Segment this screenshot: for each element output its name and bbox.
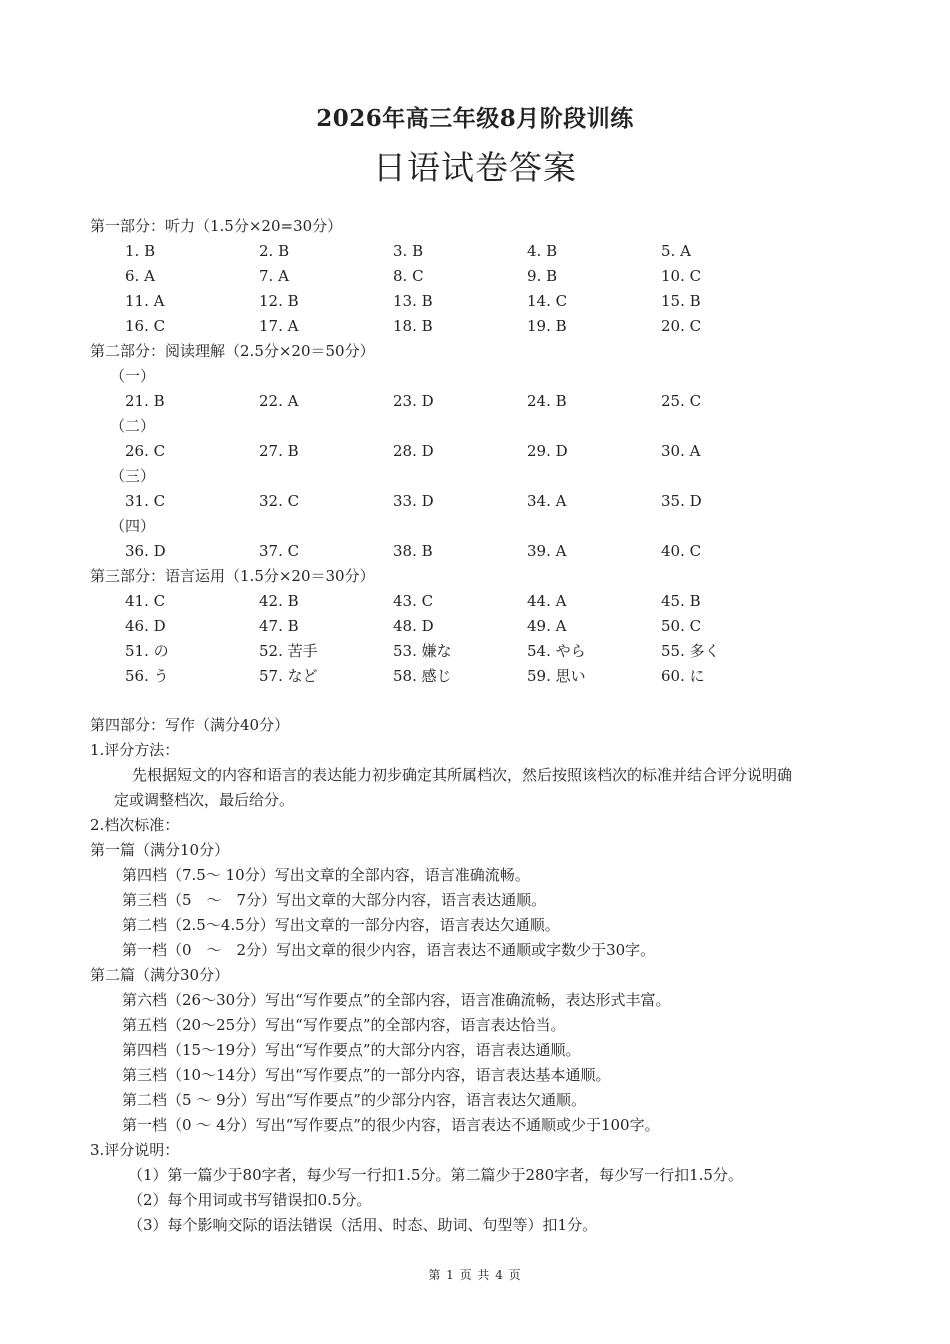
essay2-levels [90,988,870,1138]
answer-item: 28. D [393,442,434,460]
part2-heading: 第二部分：阅读理解（2.5分×20＝50分） [90,342,375,360]
note-item: （1）第一篇少于80字者，每少写一行扣1.5分。第二篇少于280字者，每少写一行扣1.5分。 [128,1166,743,1184]
answer-item: 43. C [393,592,434,610]
answer-item: 39. A [527,542,567,560]
note-item: （2）每个用词或书写错误扣0.5分。 [128,1191,372,1209]
answer-item: 57. など [259,667,318,685]
answer-row [90,239,870,264]
answer-item: 55. 多く [661,642,720,660]
part1-answers [90,239,870,339]
section-label: （四） [110,517,156,535]
answer-item: 31. C [125,492,166,510]
scoring-notes [90,1163,870,1238]
answer-item: 9. B [527,267,558,285]
answer-row [90,289,870,314]
part2-answers [90,364,870,564]
answer-item: 59. 思い [527,667,586,685]
answer-item: 16. C [125,317,166,335]
answer-body [90,214,870,1238]
exam-subtitle: 日语试卷答案 [373,148,577,187]
level-line: 第六档（26～30分）写出“写作要点”的全部内容，语言准确流畅，表达形式丰富。 [122,991,671,1009]
answer-item: 45. B [661,592,701,610]
answer-item: 23. D [393,392,434,410]
answer-item: 51. の [125,642,169,660]
part3-heading: 第三部分：语言运用（1.5分×20＝30分） [90,567,375,585]
answer-item: 18. B [393,317,433,335]
section-label: （二） [110,417,156,435]
answer-item: 29. D [527,442,568,460]
answer-item: 12. B [259,292,299,310]
answer-item: 46. D [125,617,166,635]
exam-title: 2026年高三年级8月阶段训练 [316,105,634,132]
part3-answers [90,589,870,689]
answer-item: 11. A [125,292,165,310]
section-label: （三） [110,467,156,485]
scoring-method-line1: 先根据短文的内容和语言的表达能力初步确定其所属档次，然后按照该档次的标准并结合评分说明确 [132,766,793,784]
answer-item: 33. D [393,492,434,510]
level-standard-title: 2.档次标准： [90,816,180,834]
answer-item: 30. A [661,442,701,460]
answer-item: 15. B [661,292,701,310]
answer-row [90,264,870,289]
answer-item: 25. C [661,392,702,410]
level-line: 第三档（5 ～ 7分）写出文章的大部分内容，语言表达通顺。 [122,891,547,909]
level-line: 第一档（0 ～ 2分）写出文章的很少内容，语言表达不通顺或字数少于30字。 [122,941,656,959]
level-line: 第四档（15～19分）写出“写作要点”的大部分内容，语言表达通顺。 [122,1041,581,1059]
answer-item: 6. A [125,267,155,285]
answer-item: 3. B [393,242,424,260]
answer-item: 22. A [259,392,299,410]
answer-item: 47. B [259,617,299,635]
answer-row [90,389,870,414]
answer-row [90,314,870,339]
part4-heading: 第四部分：写作（满分40分） [90,716,290,734]
answer-item: 60. に [661,667,705,685]
answer-item: 50. C [661,617,702,635]
answer-item: 5. A [661,242,691,260]
answer-item: 41. C [125,592,166,610]
answer-row [90,539,870,564]
answer-item: 42. B [259,592,299,610]
level-line: 第四档（7.5～ 10分）写出文章的全部内容，语言准确流畅。 [122,866,530,884]
answer-item: 4. B [527,242,558,260]
answer-item: 8. C [393,267,424,285]
scoring-method-title: 1.评分方法： [90,741,180,759]
answer-item: 35. D [661,492,702,510]
answer-item: 2. B [259,242,290,260]
answer-row [90,439,870,464]
answer-item: 44. A [527,592,567,610]
answer-item: 52. 苦手 [259,642,318,660]
answer-item: 36. D [125,542,166,560]
answer-item: 37. C [259,542,300,560]
answer-item: 19. B [527,317,567,335]
level-line: 第一档（0 ～ 4分）写出“写作要点”的很少内容，语言表达不通顺或少于100字。 [122,1116,660,1134]
answer-item: 7. A [259,267,289,285]
essay1-levels [90,863,870,963]
answer-item: 13. B [393,292,433,310]
level-line: 第五档（20～25分）写出“写作要点”的全部内容，语言表达恰当。 [122,1016,566,1034]
answer-row [90,639,870,664]
scoring-method-text [90,763,870,813]
part1-heading: 第一部分：听力（1.5分×20=30分） [90,217,343,235]
answer-item: 56. う [125,667,169,685]
answer-item: 53. 嫌な [393,642,452,660]
essay1-title: 第一篇（满分10分） [90,841,230,859]
answer-item: 1. B [125,242,156,260]
answer-row [90,589,870,614]
answer-item: 21. B [125,392,165,410]
answer-item: 38. B [393,542,433,560]
level-line: 第二档（5 ～ 9分）写出“写作要点”的少部分内容，语言表达欠通顺。 [122,1091,586,1109]
answer-item: 10. C [661,267,702,285]
level-line: 第二档（2.5～4.5分）写出文章的一部分内容，语言表达欠通顺。 [122,916,560,934]
answer-item: 40. C [661,542,702,560]
answer-item: 34. A [527,492,567,510]
answer-item: 26. C [125,442,166,460]
answer-item: 58. 感じ [393,667,452,685]
page-footer: 第 1 页 共 4 页 [428,1268,522,1282]
answer-item: 49. A [527,617,567,635]
essay2-title: 第二篇（满分30分） [90,966,230,984]
note-item: （3）每个影响交际的语法错误（活用、时态、助词、句型等）扣1分。 [128,1216,598,1234]
answer-row [90,614,870,639]
section-label: （一） [110,367,156,385]
answer-item: 14. C [527,292,568,310]
answer-item: 20. C [661,317,702,335]
answer-row [90,664,870,689]
answer-item: 27. B [259,442,299,460]
answer-row [90,489,870,514]
answer-item: 24. B [527,392,567,410]
scoring-notes-title: 3.评分说明： [90,1141,180,1159]
answer-item: 32. C [259,492,300,510]
answer-item: 17. A [259,317,299,335]
scoring-method-line2: 定或调整档次，最后给分。 [114,791,295,809]
answer-item: 48. D [393,617,434,635]
level-line: 第三档（10～14分）写出“写作要点”的一部分内容，语言表达基本通顺。 [122,1066,611,1084]
answer-item: 54. やら [527,642,586,660]
